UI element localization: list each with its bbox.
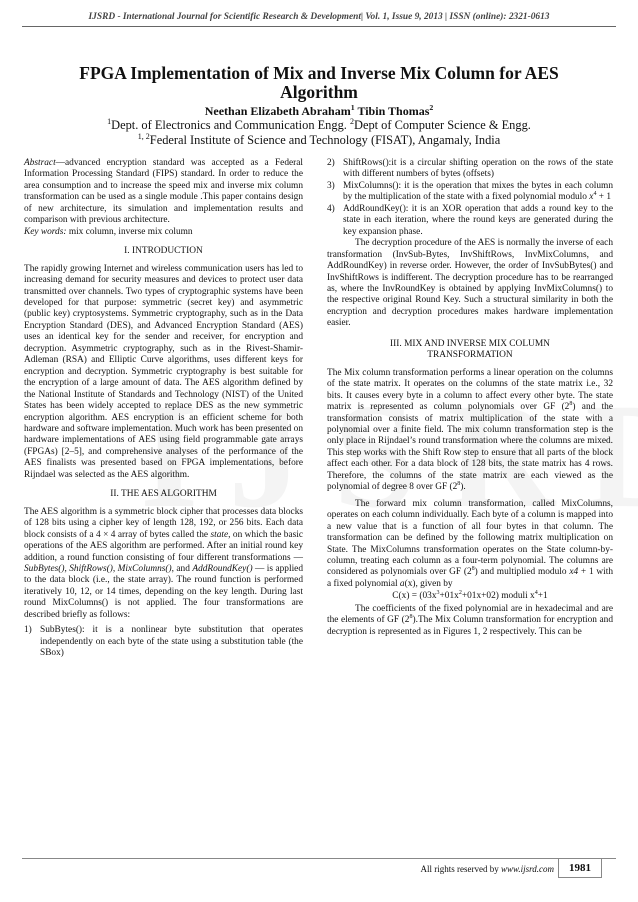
author-name: Neethan Elizabeth Abraham: [204, 104, 351, 118]
abstract-label: Abstract: [24, 158, 56, 168]
section-heading-mix-column: III. MIX AND INVERSE MIX COLUMN TRANSFORMATION: [390, 338, 550, 361]
list-item-text: MixColumns(): it is the operation that mixes the bytes in each column by the multiplication of the state with a fixed polynomial modulo $x^4 + 1$: [343, 180, 613, 203]
list-item: [327, 181, 613, 204]
page-number: 1981: [558, 859, 602, 878]
paper-title: FPGA Implementation of Mix and Inverse Mix Column for AES Algorithm: [79, 63, 559, 102]
list-item-number: 3): [327, 180, 335, 191]
abstract: Abstract—advanced encryption standard was accepted as a Federal Information Processing Standard (FIPS) standard. In order to reduce the area consumption and to increase the speed mix and inverse mix column transformation can be used as a single module .This paper contains design of new architecture, its simulation and implementation results and comparison with previous architecture.: [24, 158, 303, 226]
section-heading-aes-algorithm: II. THE AES ALGORITHM: [110, 489, 217, 500]
list-item-text: AddRoundKey(): it is an XOR operation that adds a round key to the state in each iteration, where the round keys are generated during the key expansion phase.: [343, 203, 613, 237]
mix-column-paragraph: The Mix column transformation performs a linear operation on the columns of the state matrix. It operates on the columns of the state matrix i.e., 32 bits. It causes every byte in a column to affect every other byte. The state matrix is represented as column polynomials over GF $(2^8)$ and the transformation consists of matrix multiplication of the state with a polynomial over a finite field. The mix column transformation step is the only place in Rijndael’s round transformation where the columns are mixed. This step works with the Shift Row step to ensure that all parts of the block affect each other. For a data block of 128 bits, the state matrix has 4 rows. Therefore, the columns of the state matrix are each viewed as the polynomial of degree 8 over GF $(2^8)$.: [327, 367, 613, 493]
list-item-number: 2): [327, 158, 335, 168]
aes-algorithm-paragraph: The AES algorithm is a symmetric block cipher that processes data blocks of 128 bits using a cipher key of length 128, 192, or 256 bits. Each data block consists of a 4 × 4 array of bytes called the state, on which the basic operations of the AES algorithm are performed. After an initial round key addition, a round function consisting of four different transformations — SubBytes(), ShiftRows(), MixColumns(), and AddRoundKey() — is applied to the data block (i.e., the state array). The round function is performed iteratively 10, 12, or 14 times, depending on the key length. During last round MixColumns() is not applied. The four transformations are described briefly as follows:: [24, 506, 303, 620]
list-item: [24, 625, 303, 659]
list-item-number: 1): [24, 625, 32, 636]
list-item: [327, 158, 613, 181]
section-heading-introduction: I. INTRODUCTION: [124, 246, 203, 257]
author-line: [0, 104, 638, 119]
journal-header: IJSRD - International Journal for Scientific Research & Development| Vol. 1, Issue 9, 2013 | ISSN (online): 2321-0613: [88, 12, 550, 22]
keywords: Key words: mix column, inverse mix column: [24, 226, 193, 237]
header-divider: [22, 26, 616, 27]
affiliation-departments: $^1$Dept. of Electronics and Communication Engg. $^2$Dept of Computer Science & Engg.: [107, 116, 531, 132]
footer-rights: All rights reserved by www.ijsrd.com: [420, 864, 554, 874]
decryption-paragraph: The decryption procedure of the AES is normally the inverse of each transformation (InvSub-Bytes, InvShiftRows, InvMixColumns, and AddRoundKey) in reverse order. However, the order of InvSubBytes() and InvShiftRows is indifferent. The decryption procedure has to be rearranged as, where the InvRoundKey is obtained by applying InvMixColumns() to the respective original Round Key. Such a structural similarity in both the encryption and decryption procedures makes hardware implementation easier.: [327, 238, 613, 329]
list-item: [327, 204, 613, 238]
left-column: [24, 158, 303, 660]
affiliation-institute: $^{1, 2}$Federal Institute of Science and Technology (FISAT), Angamaly, India: [137, 131, 501, 147]
forward-mix-column-paragraph: The forward mix column transformation, called MixColumns, operates on each column individually. Each byte of a column is mapped into a new value that is a function of all four bytes in that column. The transformation can be defined by the following matrix multiplication on State. The MixColumns transformation operates on the State column-by-column, treating each column as a four-term polynomial. The columns are considered as polynomials over GF $(2^8)$ and multiplied modulo x4 + 1 with a fixed polynomial a(x), given by: [327, 498, 613, 589]
list-item-text: SubBytes(): it is a nonlinear byte substitution that operates independently on each byte of the state using a substitution table (the SBox): [40, 625, 303, 659]
right-column: [327, 158, 613, 638]
author-name: Tibin Thomas: [357, 104, 430, 118]
author-affiliation-mark: 2: [429, 103, 434, 112]
footer-divider: [22, 858, 616, 859]
keywords-label: Key words:: [24, 226, 67, 237]
list-item-number: 4): [327, 203, 335, 214]
author-affiliation-mark: 1: [350, 103, 355, 112]
website-link[interactable]: www.ijsrd.com: [500, 864, 554, 874]
polynomial-formula: $C(x) = (03x^3+01x^2+01x+02)$ moduli $x^4+1$: [392, 590, 548, 602]
introduction-paragraph: The rapidly growing Internet and wireless communication users has led to increasing demand for security measures and devices to protect user data transmitted over channels. Two types of cryptographic systems have been developed for that purpose: symmetric (secret key) and asymmetric (public key) cryptosystems. Symmetric cryptography, such as in the Data Encryption Standard (DES), and Advanced Encryption Standard (AES) uses an identical key for the sender and receiver, for encryption and decryption. Asymmetric cryptography, such as in the Rivest-Shamir-Adleman (RSA) and Elliptic Curve algorithms, uses different keys for encryption and decryption. Symmetric cryptography is best suitable for the encryption of a large amount of data. The AES algorithm defined by the National Institute of Standards and Technology (NIST) of the United States has been widely accepted to replace DES as the new symmetric encryption algorithm. AES encryption is an efficient scheme for both hardware and software implementation. Much work has been presented on hardware implementations of AES using field programmable gate arrays (FPGAs) [2–5], and comprehensive analyses of the performance of the AES finalists was presented based on FPGA implementations, before Rijndael was selected as the AES algorithm.: [24, 263, 303, 480]
list-item-text: ShiftRows():it is a circular shifting operation on the rows of the state with different numbers of bytes (offsets): [343, 158, 613, 180]
coefficients-paragraph: The coefficients of the fixed polynomial are in hexadecimal and are the elements of GF $(2^8).The$ Mix Column transformation for encryption and decryption is represented as in Figures 1, 2 respectively. This can be: [327, 603, 614, 637]
